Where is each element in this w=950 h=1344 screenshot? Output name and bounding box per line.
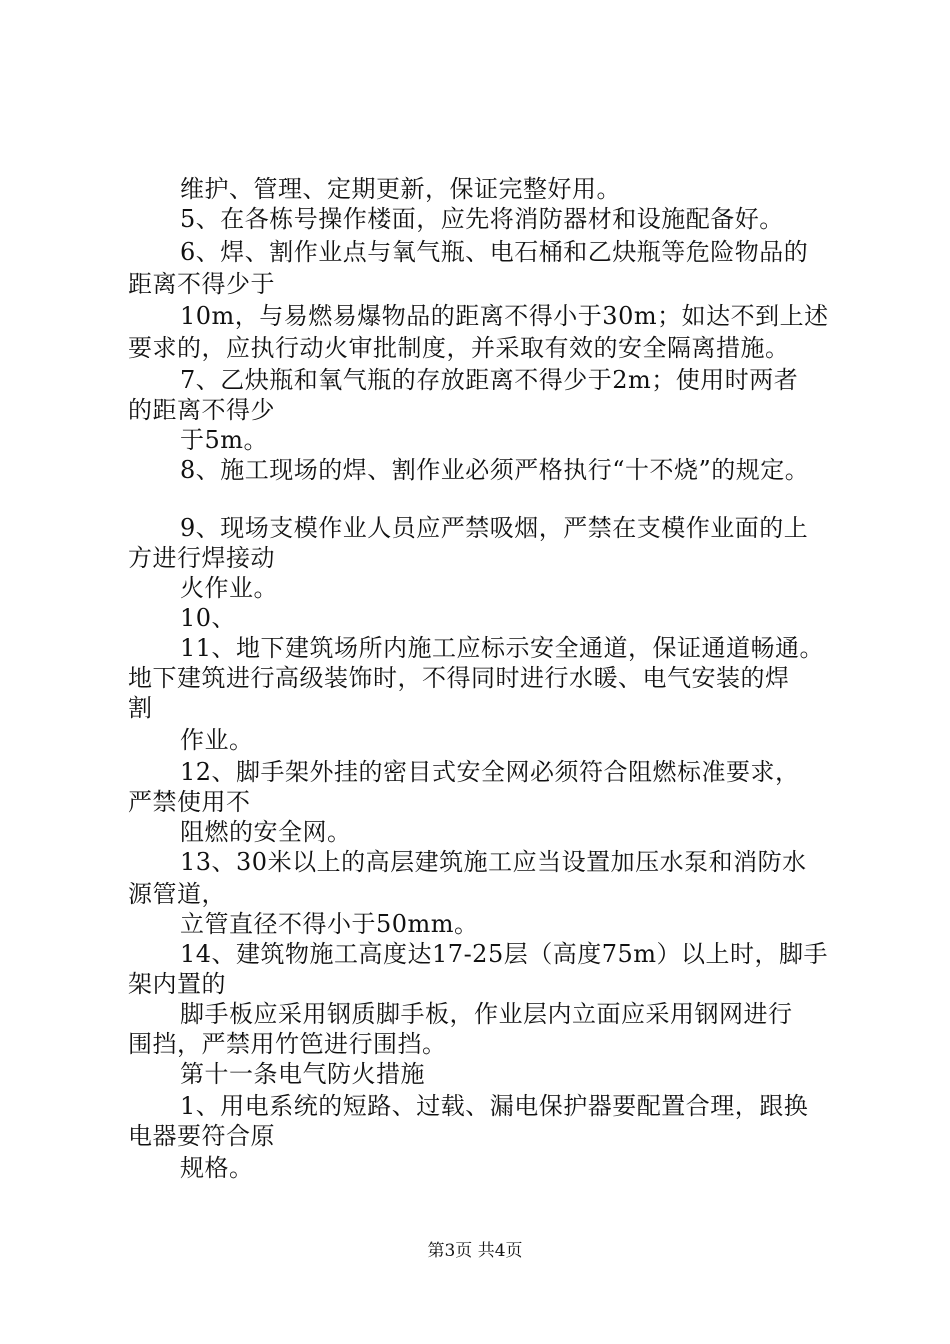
text-line-16: 地下建筑进行高级装饰时，不得同时进行水暖、电气安装的焊 (128, 664, 790, 692)
text-line-15: 11、地下建筑场所内施工应标示安全通道，保证通道畅通。 (180, 634, 825, 662)
text-line-13: 火作业。 (180, 574, 278, 602)
text-line-19: 12、脚手架外挂的密目式安全网必须符合阻燃标准要求， (180, 758, 800, 786)
text-line-21: 阻燃的安全网。 (180, 818, 352, 846)
text-line-6: 要求的，应执行动火审批制度，并采取有效的安全隔离措施。 (128, 334, 790, 362)
text-line-11: 9、现场支模作业人员应严禁吸烟，严禁在支模作业面的上 (180, 514, 809, 542)
text-line-24: 立管直径不得小于50mm。 (180, 910, 479, 938)
text-line-4: 距离不得少于 (128, 270, 275, 298)
text-line-26: 架内置的 (128, 970, 226, 998)
text-line-17: 割 (128, 694, 153, 722)
text-line-1: 维护、管理、定期更新，保证完整好用。 (180, 175, 621, 203)
text-line-12: 方进行焊接动 (128, 544, 275, 572)
page-number-footer: 第3页 共4页 (427, 1241, 523, 1261)
text-line-5: 10m，与易燃易爆物品的距离不得小于30m；如达不到上述 (180, 302, 829, 330)
text-line-20: 严禁使用不 (128, 788, 251, 816)
text-line-23: 源管道， (128, 880, 226, 908)
text-line-14: 10、 (180, 604, 237, 632)
text-line-7: 7、乙炔瓶和氧气瓶的存放距离不得少于2m；使用时两者 (180, 366, 799, 394)
text-line-22: 13、30米以上的高层建筑施工应当设置加压水泵和消防水 (180, 848, 807, 876)
text-line-32: 规格。 (180, 1154, 254, 1182)
text-line-10: 8、施工现场的焊、割作业必须严格执行“十不烧”的规定。 (180, 456, 810, 484)
text-line-18: 作业。 (180, 726, 254, 754)
text-line-31: 电器要符合原 (128, 1122, 275, 1150)
text-line-9: 于5m。 (180, 426, 269, 454)
text-line-8: 的距离不得少 (128, 396, 275, 424)
text-line-3: 6、焊、割作业点与氧气瓶、电石桶和乙炔瓶等危险物品的 (180, 238, 809, 266)
text-line-2: 5、在各栋号操作楼面，应先将消防器材和设施配备好。 (180, 205, 784, 233)
text-line-25: 14、建筑物施工高度达17-25层（高度75m）以上时，脚手 (180, 940, 829, 968)
text-line-28: 围挡，严禁用竹笆进行围挡。 (128, 1030, 447, 1058)
text-line-27: 脚手板应采用钢质脚手板，作业层内立面应采用钢网进行 (180, 1000, 793, 1028)
text-line-29: 第十一条电气防火措施 (180, 1060, 425, 1088)
text-line-30: 1、用电系统的短路、过载、漏电保护器要配置合理，跟换 (180, 1092, 809, 1120)
